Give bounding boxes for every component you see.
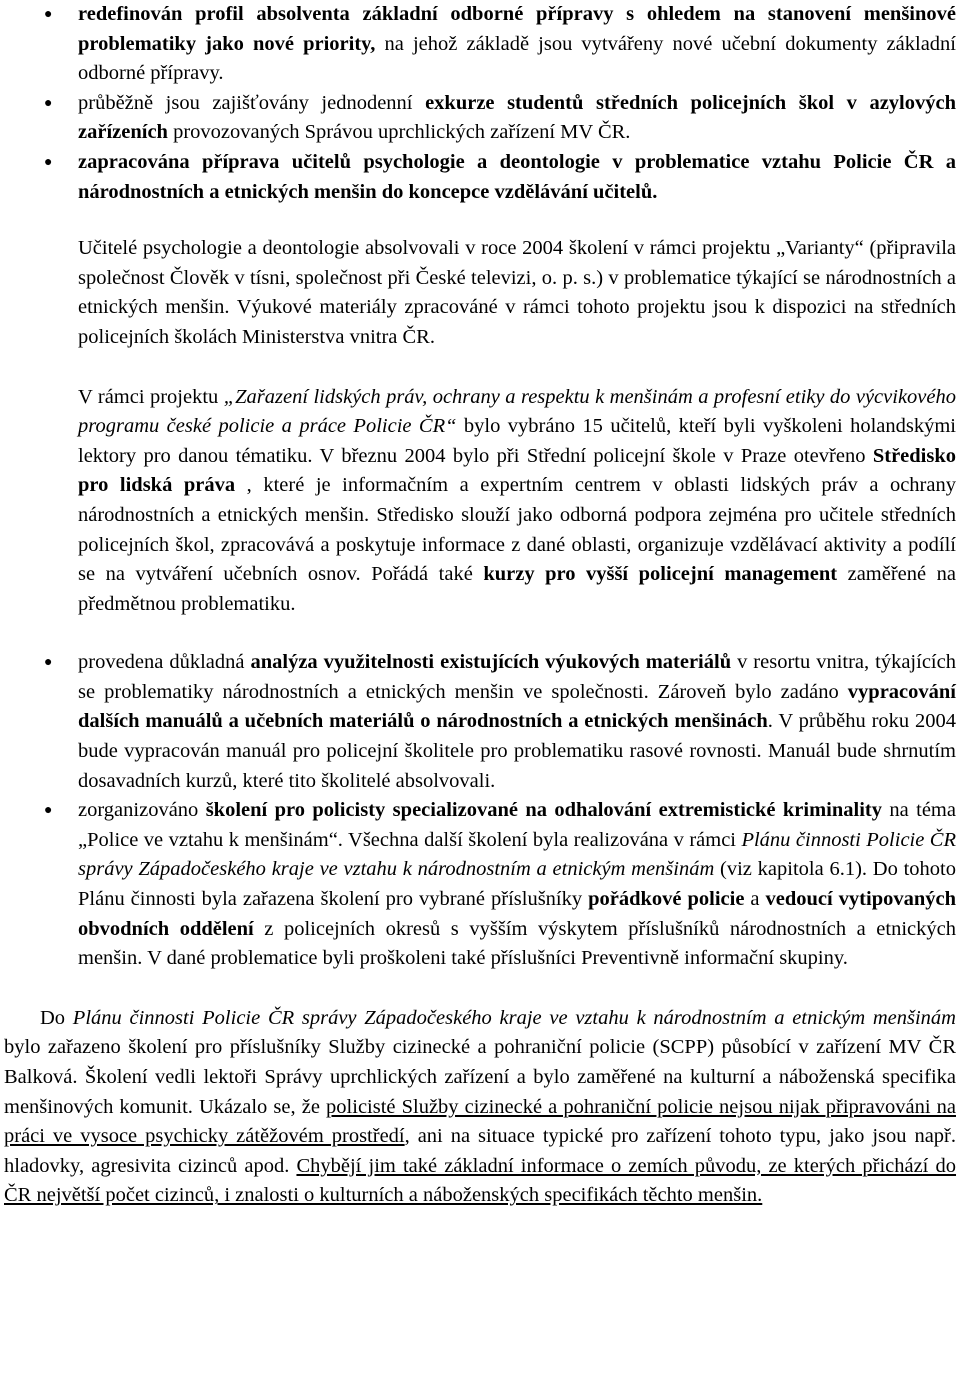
text: bylo vybráno 15 učitelů, kteří byli vyškoleni holandskými lektory pro danou tématiku. V březnu 2004 bylo při Střední policejní škole v Praze otevřeno	[78, 415, 956, 467]
bullet-list-bottom	[0, 648, 960, 974]
text: , které je informačním a expertním centrem v oblasti lidských práv a ochrany národnostních a etnických menšin. Středisko slouží jako odborná podpora zejména pro učitele středních policejních škol, zpracovává a poskytuje informace z dané oblasti, organizuje vzdělávací aktivity a podílí se na vytváření učebních osnov. Pořádá také	[78, 474, 956, 586]
text: na jehož základě jsou vytvářeny nové učební dokumenty základní odborné přípravy.	[78, 32, 956, 85]
bold-text: vypracování dalších manuálů a učebních materiálů o národnostních a etnických menšinách	[78, 680, 956, 733]
text: V rámci projektu	[78, 385, 224, 408]
italic-text: „Zařazení lidských práv, ochrany a respektu k menšinám a profesní etiky do výcvikového programu české policie a práce Policie ČR“	[78, 385, 956, 438]
list-item	[0, 148, 960, 207]
italic-text: Plánu činnosti Policie ČR správy Západočeského kraje ve vztahu k národnostním a etnickým menšinám	[72, 1006, 956, 1029]
bold-text: školení pro policisty specializované na odhalování extremistické kriminality	[205, 799, 882, 822]
text: zorganizováno	[78, 799, 206, 822]
list-item	[0, 0, 960, 89]
paragraph-final	[0, 1004, 960, 1211]
underlined-text: policisté Služby cizinecké a pohraniční policie nejsou nijak připravováni na práci ve vysoce psychicky zátěžovém prostředí	[4, 1095, 956, 1148]
bold-text: Středisko pro lidská práva	[78, 444, 956, 497]
italic-text: Plánu činnosti Policie ČR správy Západočeského kraje ve vztahu k národnostním a etnickým menšinám	[78, 828, 956, 881]
text: Učitelé psychologie a deontologie absolvovali v roce 2004 školení v rámci projektu „Varianty“ (připravila společnost Člověk v tísni, společnost při České televizi, o. p. s.) v problematice týkající se národnostních a etnických menšin. Výukové materiály zpracováné v rámci tohoto projektu jsou k dispozici na středních policejních školách Ministerstva vnitra ČR.	[78, 237, 956, 348]
bold-text: redefinován profil absolventa základní odborné přípravy s ohledem na stanovení menšinové problematiky jako nové priority,	[78, 3, 956, 55]
list-item	[0, 89, 960, 148]
bullet-icon: ●	[44, 154, 53, 170]
text: z policejních okresů s vyšším výskytem příslušníků národnostních a etnických menšin. V dané problematice byli proškoleni také příslušníci Preventivně informační skupiny.	[78, 917, 956, 970]
bullet-icon: ●	[44, 95, 53, 111]
bold-text: pořádkové policie	[588, 888, 745, 911]
bullet-icon: ●	[44, 7, 53, 22]
text: , ani na situace typické pro zařízení tohoto typu, jako jsou např. hladovky, agresivita cizinců apod.	[4, 1125, 956, 1177]
underlined-text: Chybějí jim také základní informace o zemích původu, ze kterých přichází do ČR největší počet cizinců, i znalosti o kulturních a náboženských specifikách těchto menšin.	[4, 1154, 957, 1207]
bold-text: vedoucí vytipovaných obvodních oddělení	[78, 888, 956, 940]
bold-text: zapracována příprava učitelů psychologie a deontologie v problematice vztahu Policie ČR a národnostních a etnických menšin do koncepce vzdělávání učitelů.	[78, 150, 956, 203]
text: . V průběhu roku 2004 bude vypracován manuál pro policejní školitele pro problematiku rasové rovnosti. Manuál bude shrnutím dosavadních kurzů, které tito školitelé absolvovali.	[78, 710, 956, 792]
text: provozovaných Správou uprchlických zařízení MV ČR.	[167, 121, 631, 144]
paragraph-teachers	[0, 234, 960, 352]
text: a	[744, 888, 766, 911]
text: v resortu vnitra, týkajících se problematiky národnostních a etnických menšin ve společnosti. Zároveň bylo zadáno	[78, 651, 956, 703]
text: bylo zařazeno školení pro příslušníky Služby cizinecké a pohraniční policie (SCPP) působící v zařízení MV ČR Balková. Školení vedli lektoři Správy uprchlických zařízení a bylo zaměřené na kulturní a náboženská specifika menšinových komunit. Ukázalo se, že	[4, 1036, 956, 1118]
text: průběžně jsou zajišťovány jednodenní	[78, 91, 426, 114]
bullet-icon: ●	[44, 655, 53, 671]
text: zaměřené na předmětnou problematiku.	[78, 563, 956, 615]
list-item	[0, 796, 960, 974]
bold-text: kurzy pro vyšší policejní management	[483, 563, 838, 586]
bold-text: exkurze studentů středních policejních škol v azylových zařízeních	[78, 91, 956, 144]
text: Do	[40, 1006, 73, 1029]
text: provedena důkladná	[78, 651, 251, 674]
bold-text: analýza využitelnosti existujících výukových materiálů	[250, 651, 732, 674]
text: (viz kapitola 6.1). Do tohoto Plánu činnosti byla zařazena školení pro vybrané příslušníky	[78, 858, 956, 911]
bullet-icon: ●	[44, 803, 53, 819]
list-item	[0, 648, 960, 796]
bullet-list-top	[0, 0, 960, 207]
paragraph-project	[0, 383, 960, 620]
text: na téma „Police ve vztahu k menšinám“. Všechna další školení byla realizována v rámci	[78, 799, 956, 851]
